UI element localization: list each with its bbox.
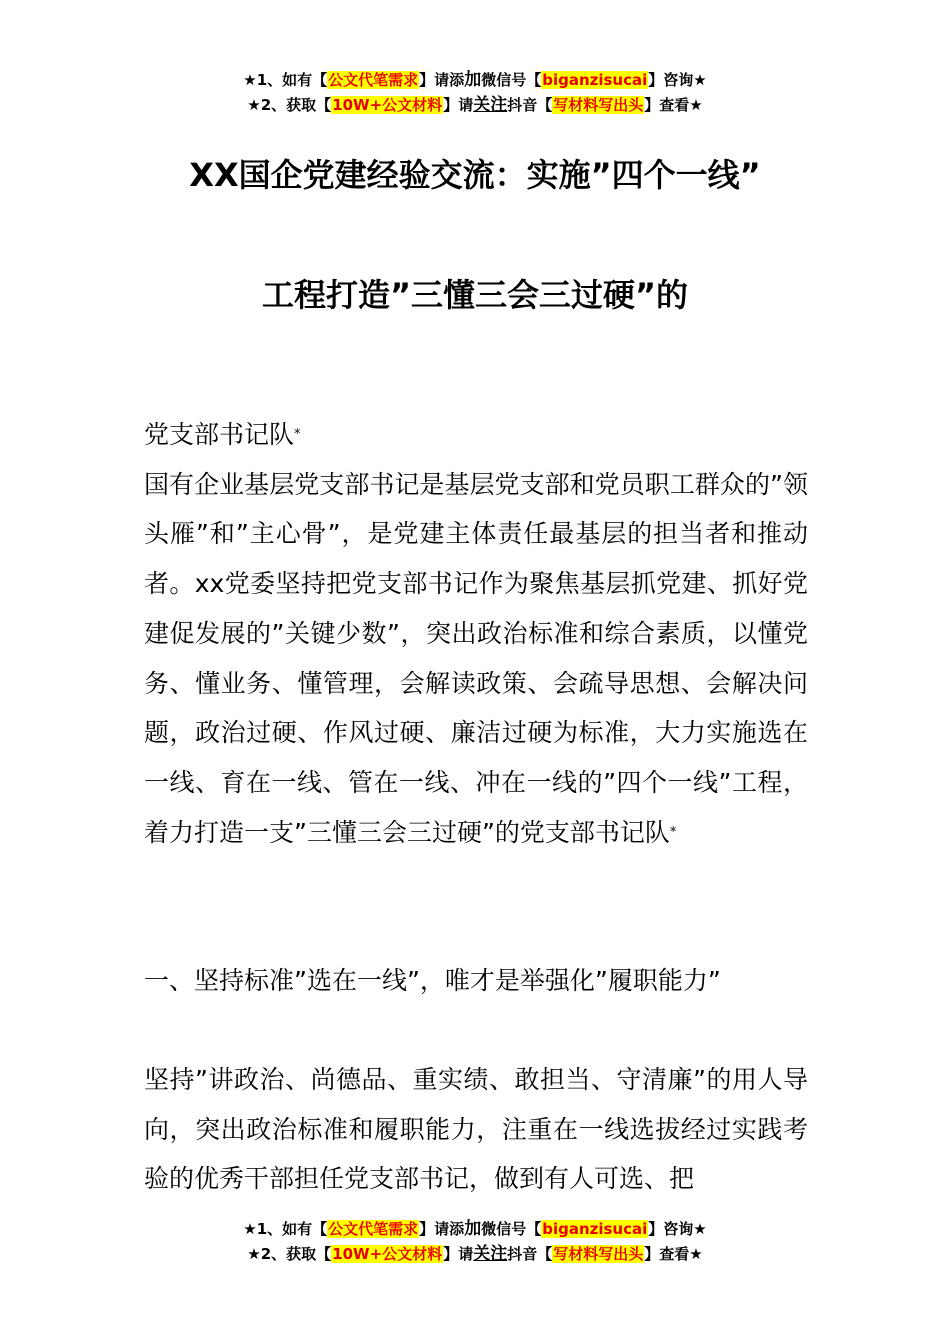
star-icon: ★	[247, 96, 261, 114]
highlight-wechat-id: biganzisucai	[542, 71, 648, 89]
intro-paragraph	[144, 410, 808, 857]
intro-first-line: 党支部书记队*	[144, 420, 301, 449]
star-icon: ★	[243, 71, 257, 89]
footer-banner	[0, 1217, 950, 1267]
header-banner	[0, 68, 950, 118]
highlight-wechat-id: biganzisucai	[542, 1220, 648, 1238]
banner-line-1: ★1、如有【公文代笔需求】请添加微信号【biganzisucai】咨询★	[243, 1219, 707, 1239]
star-icon: ★	[247, 1245, 261, 1263]
section-1-paragraph: 坚持”讲政治、尚德品、重实绩、敢担当、守清廉”的用人导向，突出政治标准和履职能力，注重在一线选拔经过实践考验的优秀干部担任党支部书记，做到有人可选、把	[144, 1065, 808, 1194]
banner-line-1: ★1、如有【公文代笔需求】请添加微信号【biganzisucai】咨询★	[243, 70, 707, 90]
star-icon: ★	[243, 1220, 257, 1238]
document-title-line-1: XX国企党建经验交流：实施”四个一线”	[189, 156, 761, 194]
document-title-line-2: 工程打造”三懂三会三过硬”的	[261, 276, 689, 314]
highlight-douyin: 写材料写出头	[553, 96, 644, 114]
section-heading-1: 一、坚持标准”选在一线”，唯才是举强化”履职能力”	[144, 966, 721, 995]
highlight-materials: 10W+公文材料	[332, 1245, 443, 1263]
highlight-service: 公文代笔需求	[328, 1220, 419, 1238]
banner-line-2: ★2、获取【10W+公文材料】请关注抖音【写材料写出头】查看★	[247, 95, 703, 115]
intro-body: 国有企业基层党支部书记是基层党支部和党员职工群众的”领头雁”和”主心骨”，是党建主体责任最基层的担当者和推动者。xx党委坚持把党支部书记作为聚焦基层抓党建、抓好党建促发展的”关键少数”，突出政治标准和综合素质，以懂党务、懂业务、懂管理，会解读政策、会疏导思想、会解决问题，政治过硬、作风过硬、廉洁过硬为标准，大力实施选在一线、育在一线、管在一线、冲在一线的”四个一线”工程，着力打造一支”三懂三会三过硬”的党支部书记队*	[144, 469, 808, 847]
banner-line-2: ★2、获取【10W+公文材料】请关注抖音【写材料写出头】查看★	[247, 1244, 703, 1264]
highlight-materials: 10W+公文材料	[332, 96, 443, 114]
highlight-douyin: 写材料写出头	[553, 1245, 644, 1263]
highlight-service: 公文代笔需求	[328, 71, 419, 89]
